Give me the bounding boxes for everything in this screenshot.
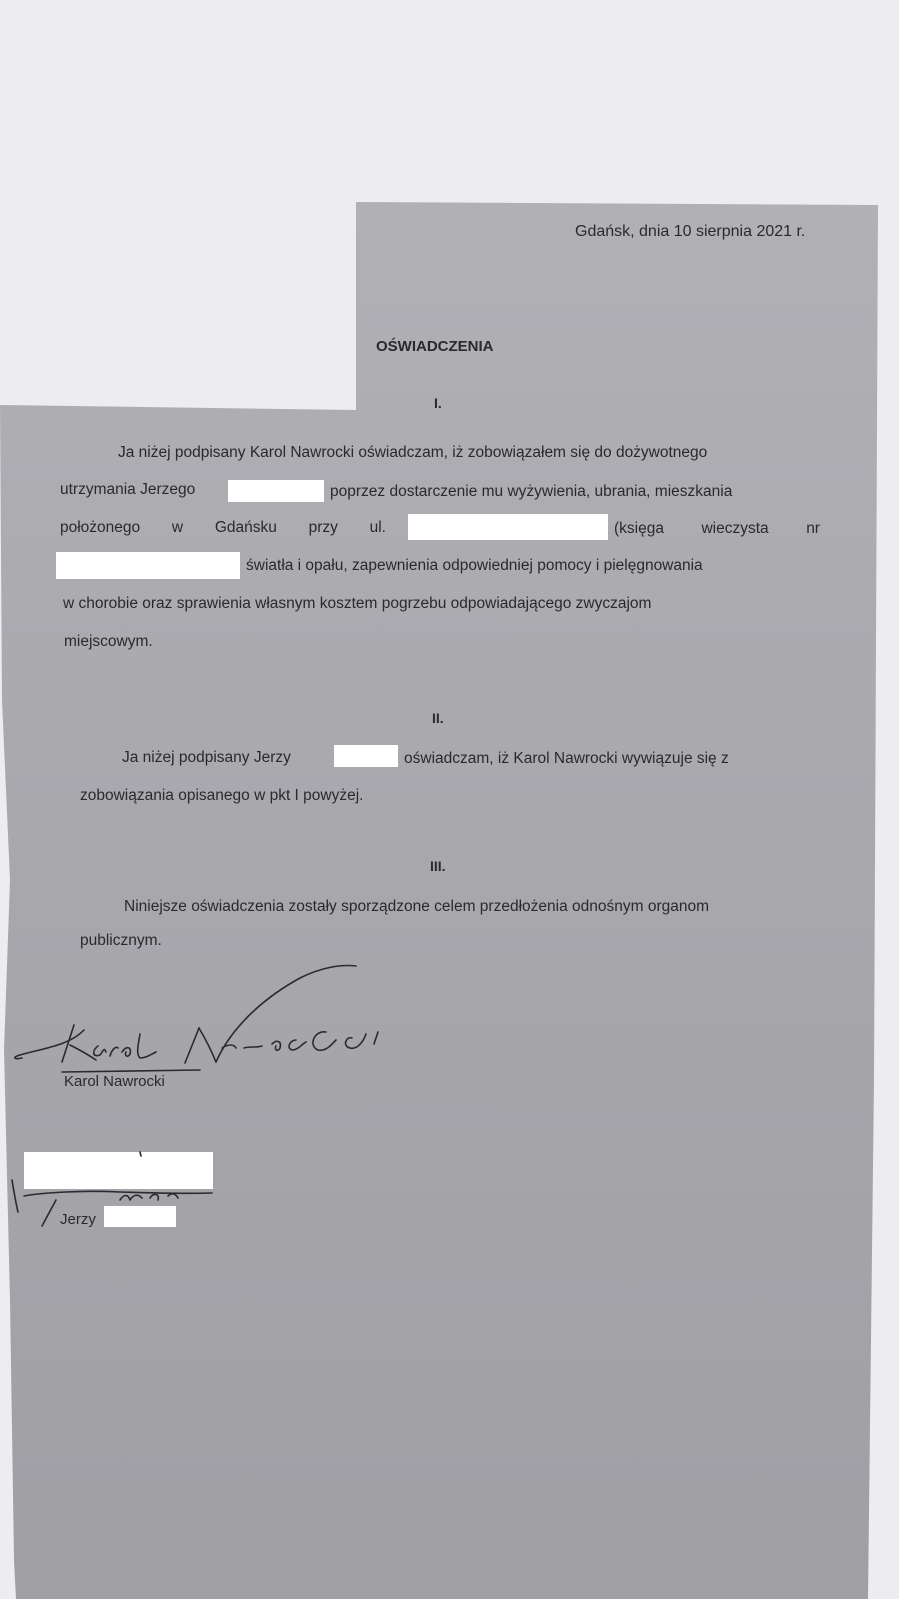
redaction-surname-3 <box>104 1206 176 1227</box>
section-2-line-1b: oświadczam, iż Karol Nawrocki wywiązuje się z <box>404 750 729 767</box>
section-1-line-2a: utrzymania Jerzego <box>60 481 196 498</box>
section-1-line-5: w chorobie oraz sprawienia własnym kosztem pogrzebu odpowiadającego zwyczajom <box>63 595 652 612</box>
section-1-line-6: miejscowym. <box>64 633 153 650</box>
section-1-line-4: światła i opału, zapewnienia odpowiedniej pomocy i pielęgnowania <box>246 557 703 574</box>
signature-2-name: Jerzy <box>60 1211 96 1228</box>
word: (księga <box>614 520 664 537</box>
section-1-numeral: I. <box>434 395 442 411</box>
signature-1-name: Karol Nawrocki <box>64 1073 165 1090</box>
word: ul. <box>369 519 386 536</box>
place-date: Gdańsk, dnia 10 sierpnia 2021 r. <box>575 223 806 240</box>
section-1-line-2b: poprzez dostarczenie mu wyżywienia, ubrania, mieszkania <box>330 483 733 500</box>
word: położonego <box>60 519 141 536</box>
section-3-line-2: publicznym. <box>80 932 162 949</box>
section-3-numeral: III. <box>430 858 446 874</box>
document-title: OŚWIADCZENIA <box>376 338 494 355</box>
section-1-line-1: Ja niżej podpisany Karol Nawrocki oświadczam, iż zobowiązałem się do dożywotnego <box>118 444 708 461</box>
section-2-numeral: II. <box>432 710 444 726</box>
section-3-line-1: Niniejsze oświadczenia zostały sporządzone celem przedłożenia odnośnym organom <box>124 898 710 915</box>
word: Gdańsku <box>214 519 277 536</box>
word: przy <box>308 519 338 536</box>
section-2-line-1a: Ja niżej podpisany Jerzy <box>122 749 291 766</box>
section-2-line-2: zobowiązania opisanego w pkt I powyżej. <box>80 787 364 804</box>
word: nr <box>806 520 820 537</box>
word: w <box>171 519 184 536</box>
word: wieczysta <box>701 520 769 537</box>
